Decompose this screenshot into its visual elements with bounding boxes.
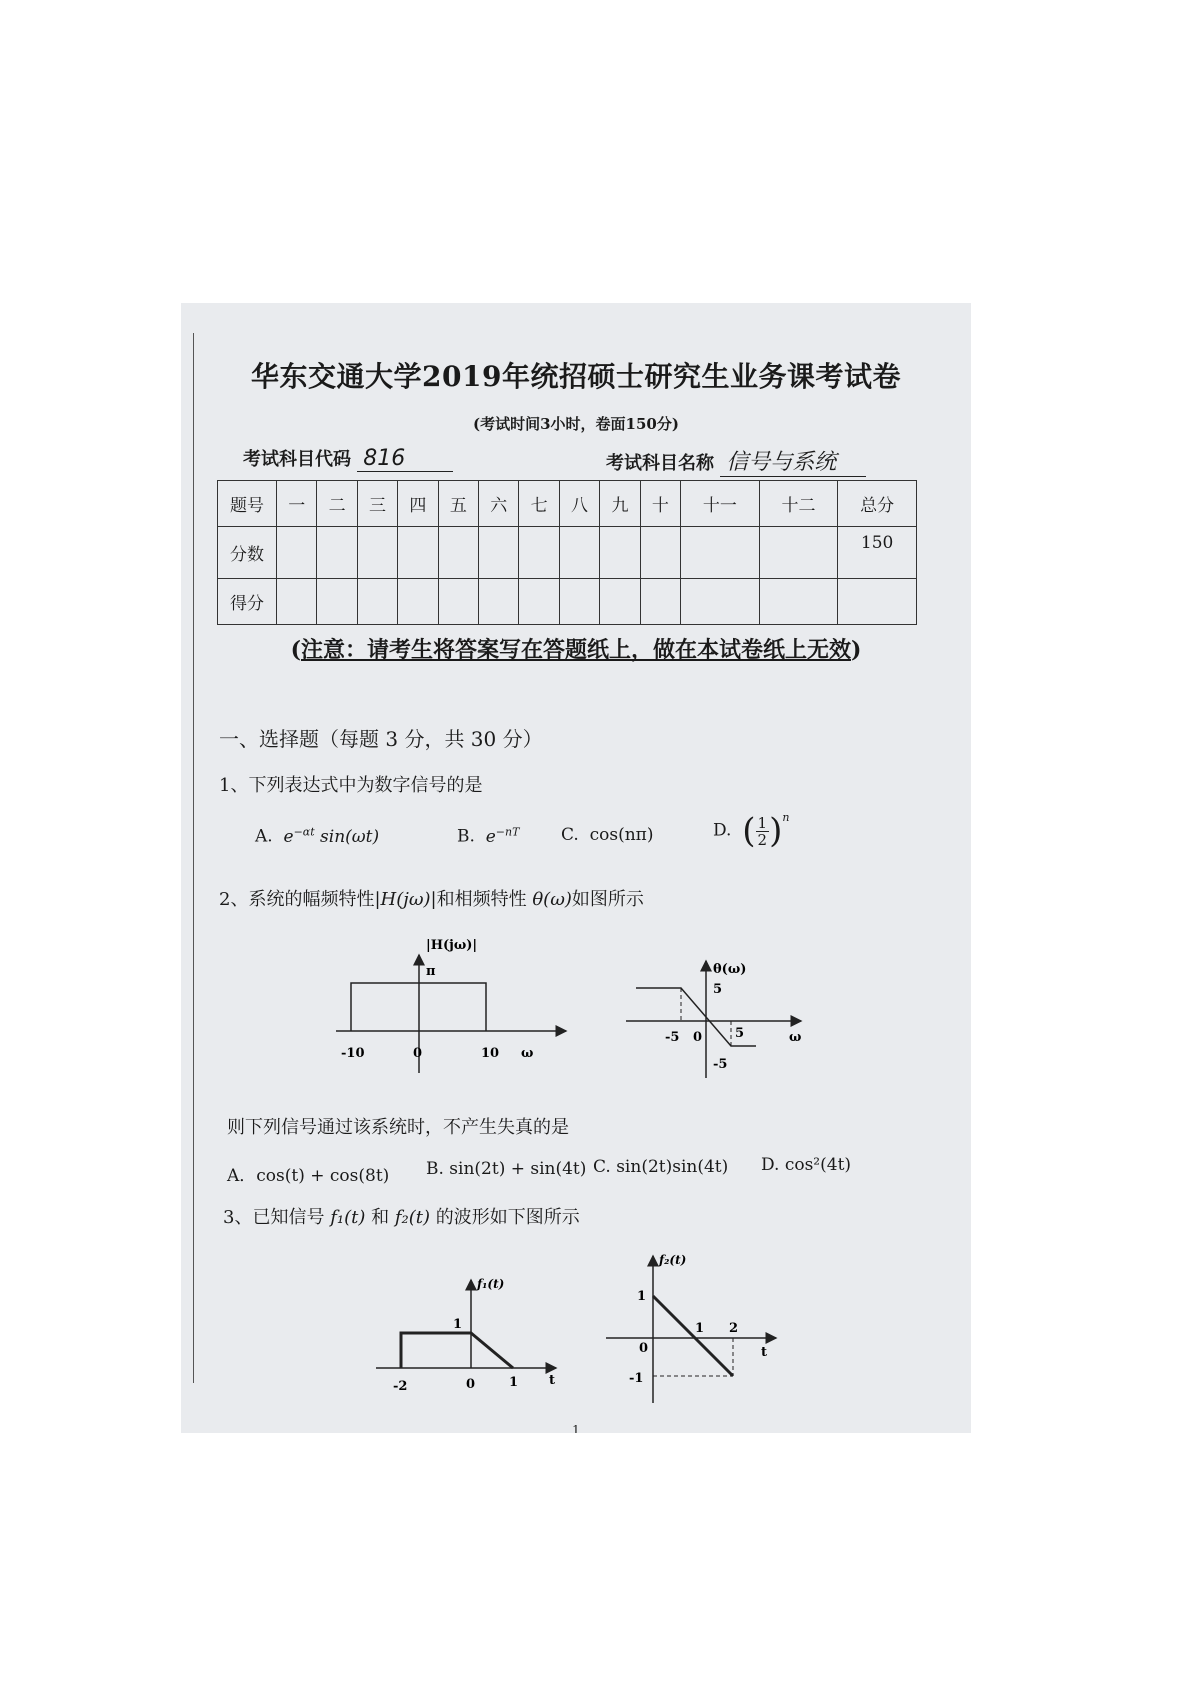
score-cell <box>600 579 640 625</box>
subject-code-value: 816 <box>357 446 453 472</box>
page-number: 1 <box>572 1423 580 1433</box>
q2-after-text: 则下列信号通过该系统时，不产生失真的是 <box>227 1117 569 1138</box>
f2-top-label: 1 <box>637 1289 647 1304</box>
q1-a-body: sin(ωt) <box>320 826 380 847</box>
q3-f1: f₁(t) <box>330 1207 366 1228</box>
score-cell <box>277 527 317 579</box>
f1-level-label: 1 <box>453 1317 463 1332</box>
notice-close: ) <box>851 637 862 663</box>
q2-stem-mag: |H(jω)| <box>374 889 437 910</box>
header-cell: 十二 <box>759 481 838 527</box>
mag-x-label: ω <box>521 1046 534 1061</box>
f1-waveform-figure <box>371 1268 571 1403</box>
option-label: C. <box>561 825 579 845</box>
f2-tick: 2 <box>729 1321 739 1336</box>
mag-level-label: π <box>426 964 436 979</box>
f2-bottom-label: -1 <box>629 1371 644 1386</box>
score-cell <box>398 579 438 625</box>
q3-stem-post: 的波形如下图所示 <box>435 1207 580 1228</box>
score-cell <box>681 527 760 579</box>
score-cell <box>317 579 357 625</box>
f1-y-label: f₁(t) <box>477 1277 505 1291</box>
q2-option-b: B. sin(2t) + sin(4t) <box>426 1159 587 1179</box>
score-table <box>217 480 917 625</box>
header-cell: 九 <box>600 481 640 527</box>
q1-d-exponent: n <box>782 811 790 824</box>
phase-y-label: θ(ω) <box>713 962 747 977</box>
f1-x-label: t <box>549 1373 556 1388</box>
subject-name-line <box>606 445 866 477</box>
notice-text: 注意：请考生将答案写在答题纸上，做在本试卷纸上无效 <box>300 637 851 663</box>
option-label: D. <box>713 820 732 841</box>
q1-stem: 1、下列表达式中为数字信号的是 <box>219 775 483 796</box>
row-label-earned: 得分 <box>218 579 277 625</box>
q1-b-exponent: −nT <box>495 825 520 838</box>
score-cell <box>681 579 760 625</box>
f2-tick: 0 <box>639 1341 649 1356</box>
score-cell <box>479 527 519 579</box>
notice-open: ( <box>290 637 301 663</box>
f1-tick: -2 <box>393 1379 408 1394</box>
q1-option-b <box>457 825 519 847</box>
paren-left: ( <box>742 811 756 851</box>
phase-tick: 5 <box>735 1026 745 1041</box>
exam-subtitle: (考试时间3小时，卷面150分) <box>473 415 679 433</box>
score-cell <box>759 527 838 579</box>
f1-tick: 1 <box>509 1375 519 1390</box>
q2-stem <box>219 885 644 911</box>
header-cell: 三 <box>357 481 397 527</box>
q1-option-a <box>255 825 379 847</box>
score-table-header-row <box>218 481 917 527</box>
q3-stem-pre: 3、已知信号 <box>223 1207 325 1228</box>
f2-x-label: t <box>761 1345 768 1360</box>
q1-d-fraction <box>756 815 770 848</box>
option-label: B. <box>457 826 475 847</box>
magnitude-response-figure <box>331 933 581 1083</box>
exam-sheet <box>181 303 971 1433</box>
phase-bottom-label: -5 <box>713 1057 728 1072</box>
phase-tick: -5 <box>665 1030 680 1045</box>
q1-option-c <box>561 825 654 845</box>
header-cell: 十一 <box>681 481 760 527</box>
q2-option-a: A．cos(t) + cos(8t) <box>227 1166 390 1186</box>
binding-margin-line <box>193 333 194 1383</box>
f2-waveform-figure <box>601 1248 791 1408</box>
score-cell <box>357 527 397 579</box>
q2-stem-pre: 2、系统的幅频特性 <box>219 889 375 910</box>
frac-numerator: 1 <box>757 813 768 832</box>
row-label-question: 题号 <box>218 481 277 527</box>
score-cell <box>519 527 559 579</box>
score-cell <box>759 579 838 625</box>
q2-stem-mid: 和相频特性 <box>436 889 527 910</box>
header-cell: 十 <box>640 481 680 527</box>
phase-response-figure <box>621 953 821 1083</box>
f2-tick: 1 <box>695 1321 705 1336</box>
frac-denominator: 2 <box>757 830 768 849</box>
paren-right: ) <box>769 811 783 851</box>
score-cell <box>559 579 599 625</box>
q1-b-math: $e^{-nT}$ <box>485 825 520 847</box>
q3-stem <box>223 1203 580 1229</box>
header-cell: 七 <box>519 481 559 527</box>
score-table-points-row <box>218 527 917 579</box>
score-table-earned-row <box>218 579 917 625</box>
mag-tick: 0 <box>413 1046 423 1061</box>
q2-option-c: C. sin(2t)sin(4t) <box>593 1157 729 1177</box>
score-cell <box>479 579 519 625</box>
score-cell <box>438 527 478 579</box>
q1-a-math: $e^{-\alpha t}$ sin(ωt) <box>283 825 380 847</box>
q3-stem-mid: 和 <box>371 1207 390 1228</box>
score-cell <box>838 579 917 625</box>
score-cell <box>640 579 680 625</box>
score-cell <box>640 527 680 579</box>
f2-curve <box>653 1296 733 1376</box>
q3-f2: f₂(t) <box>394 1207 430 1228</box>
subject-name-value: 信号与系统 <box>720 445 866 477</box>
option-label: A. <box>255 826 273 847</box>
subject-code-line <box>243 445 453 472</box>
subject-name-label: 考试科目名称 <box>606 453 714 474</box>
header-cell: 二 <box>317 481 357 527</box>
phase-tick: 0 <box>693 1030 703 1045</box>
header-cell: 八 <box>559 481 599 527</box>
score-cell <box>519 579 559 625</box>
f1-tick: 0 <box>466 1377 476 1392</box>
header-cell: 四 <box>398 481 438 527</box>
q1-a-exponent: −αt <box>293 825 315 838</box>
score-cell <box>600 527 640 579</box>
row-label-points: 分数 <box>218 527 277 579</box>
f2-y-label: f₂(t) <box>659 1253 687 1267</box>
score-cell <box>357 579 397 625</box>
header-cell: 五 <box>438 481 478 527</box>
q1-c-body: cos(nπ) <box>589 825 654 845</box>
header-cell-total: 总分 <box>838 481 917 527</box>
score-cell <box>317 527 357 579</box>
phase-x-label: ω <box>789 1030 802 1045</box>
score-cell <box>277 579 317 625</box>
q2-option-d: D. cos²(4t) <box>761 1155 852 1175</box>
q2-stem-phase: θ(ω) <box>532 889 572 910</box>
header-cell: 六 <box>479 481 519 527</box>
mag-tick: 10 <box>481 1046 500 1061</box>
section-1-title: 一、选择题（每题 3 分，共 30 分） <box>219 727 543 751</box>
header-cell: 一 <box>277 481 317 527</box>
exam-title: 华东交通大学2019年统招硕士研究生业务课考试卷 <box>251 360 901 393</box>
q2-stem-post: 如图所示 <box>571 889 644 910</box>
mag-y-label: |H(jω)| <box>426 938 478 953</box>
notice <box>181 633 971 664</box>
subject-code-label: 考试科目代码 <box>243 449 351 470</box>
f1-curve <box>401 1333 513 1368</box>
total-score-cell: 150 <box>838 527 917 579</box>
phase-top-label: 5 <box>713 982 723 997</box>
score-cell <box>438 579 478 625</box>
score-cell <box>559 527 599 579</box>
score-cell <box>398 527 438 579</box>
mag-tick: -10 <box>341 1046 365 1061</box>
q1-option-d <box>713 811 789 851</box>
